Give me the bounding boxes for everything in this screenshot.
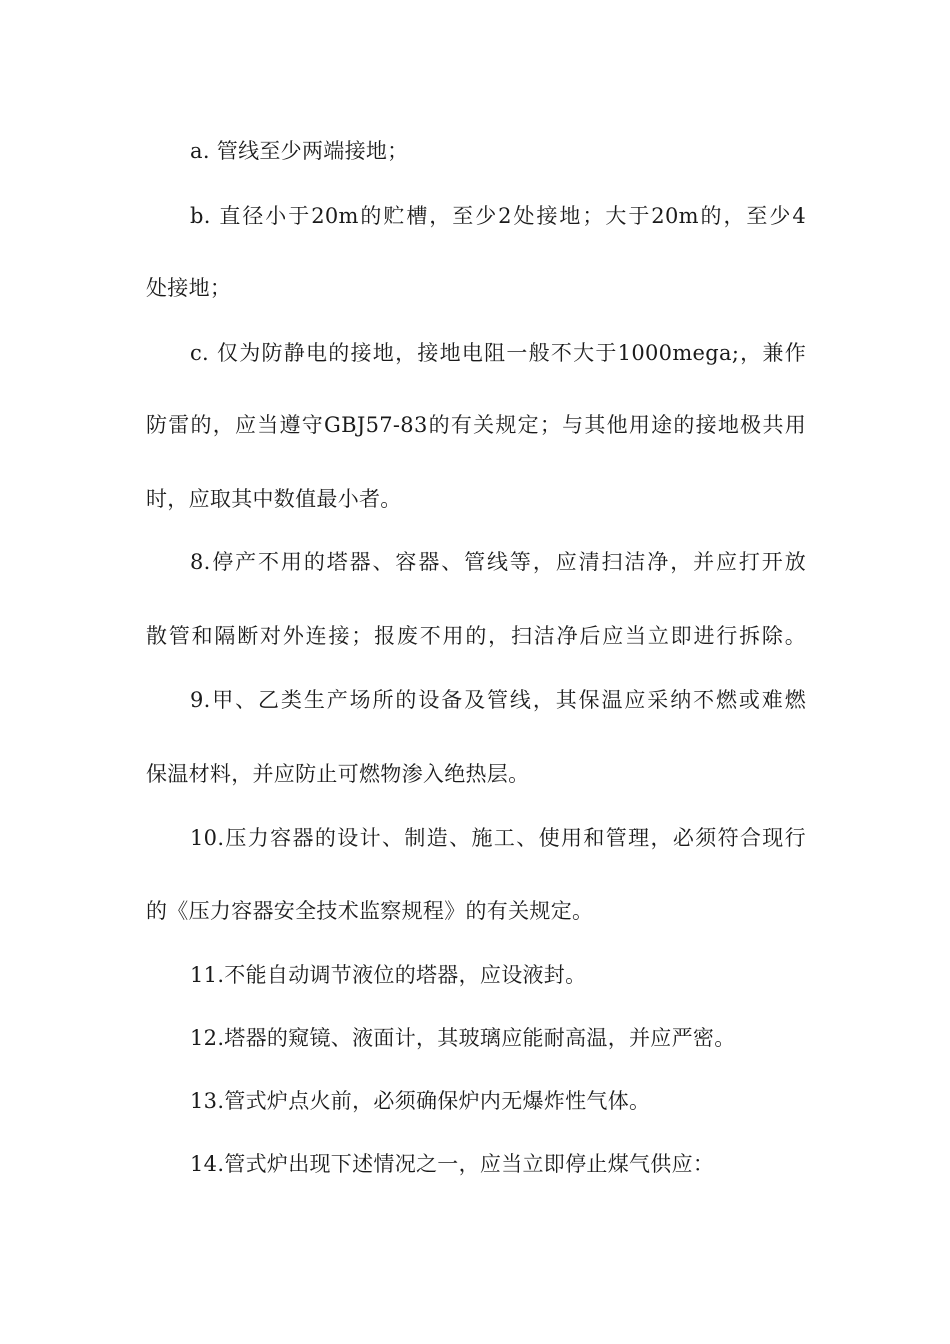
item-c-line-3: 时，应取其中数值最小者。 (146, 487, 402, 511)
item-c-line-2: 防雷的，应当遵守GBJ57-83的有关规定；与其他用途的接地极共用 (146, 413, 806, 437)
item-9-line-2: 保温材料，并应防止可燃物渗入绝热层。 (146, 762, 530, 786)
item-9-line-1: 9.甲、乙类生产场所的设备及管线，其保温应采纳不燃或难燃 (190, 688, 806, 712)
item-11-line-1: 11.不能自动调节液位的塔器，应设液封。 (190, 963, 587, 987)
item-10-line-1: 10.压力容器的设计、制造、施工、使用和管理，必须符合现行 (190, 826, 806, 850)
item-8-line-2: 散管和隔断对外连接；报废不用的，扫洁净后应当立即进行拆除。 (146, 624, 806, 648)
item-10-line-2: 的《压力容器安全技术监察规程》的有关规定。 (146, 899, 594, 923)
item-b-line-2: 处接地； (146, 276, 232, 300)
item-a-line-1: a. 管线至少两端接地； (190, 139, 409, 163)
item-13-line-1: 13.管式炉点火前，必须确保炉内无爆炸性气体。 (190, 1089, 651, 1113)
item-12-line-1: 12.塔器的窥镜、液面计，其玻璃应能耐高温，并应严密。 (190, 1026, 736, 1050)
item-8-line-1: 8.停产不用的塔器、容器、管线等，应清扫洁净，并应打开放 (190, 550, 806, 574)
item-c-line-1: c. 仅为防静电的接地，接地电阻一般不大于1000mega;，兼作 (190, 341, 806, 365)
item-14-line-1: 14.管式炉出现下述情况之一，应当立即停止煤气供应： (190, 1152, 715, 1176)
item-b-line-1: b. 直径小于20m的贮槽，至少2处接地；大于20m的，至少4 (190, 204, 806, 228)
